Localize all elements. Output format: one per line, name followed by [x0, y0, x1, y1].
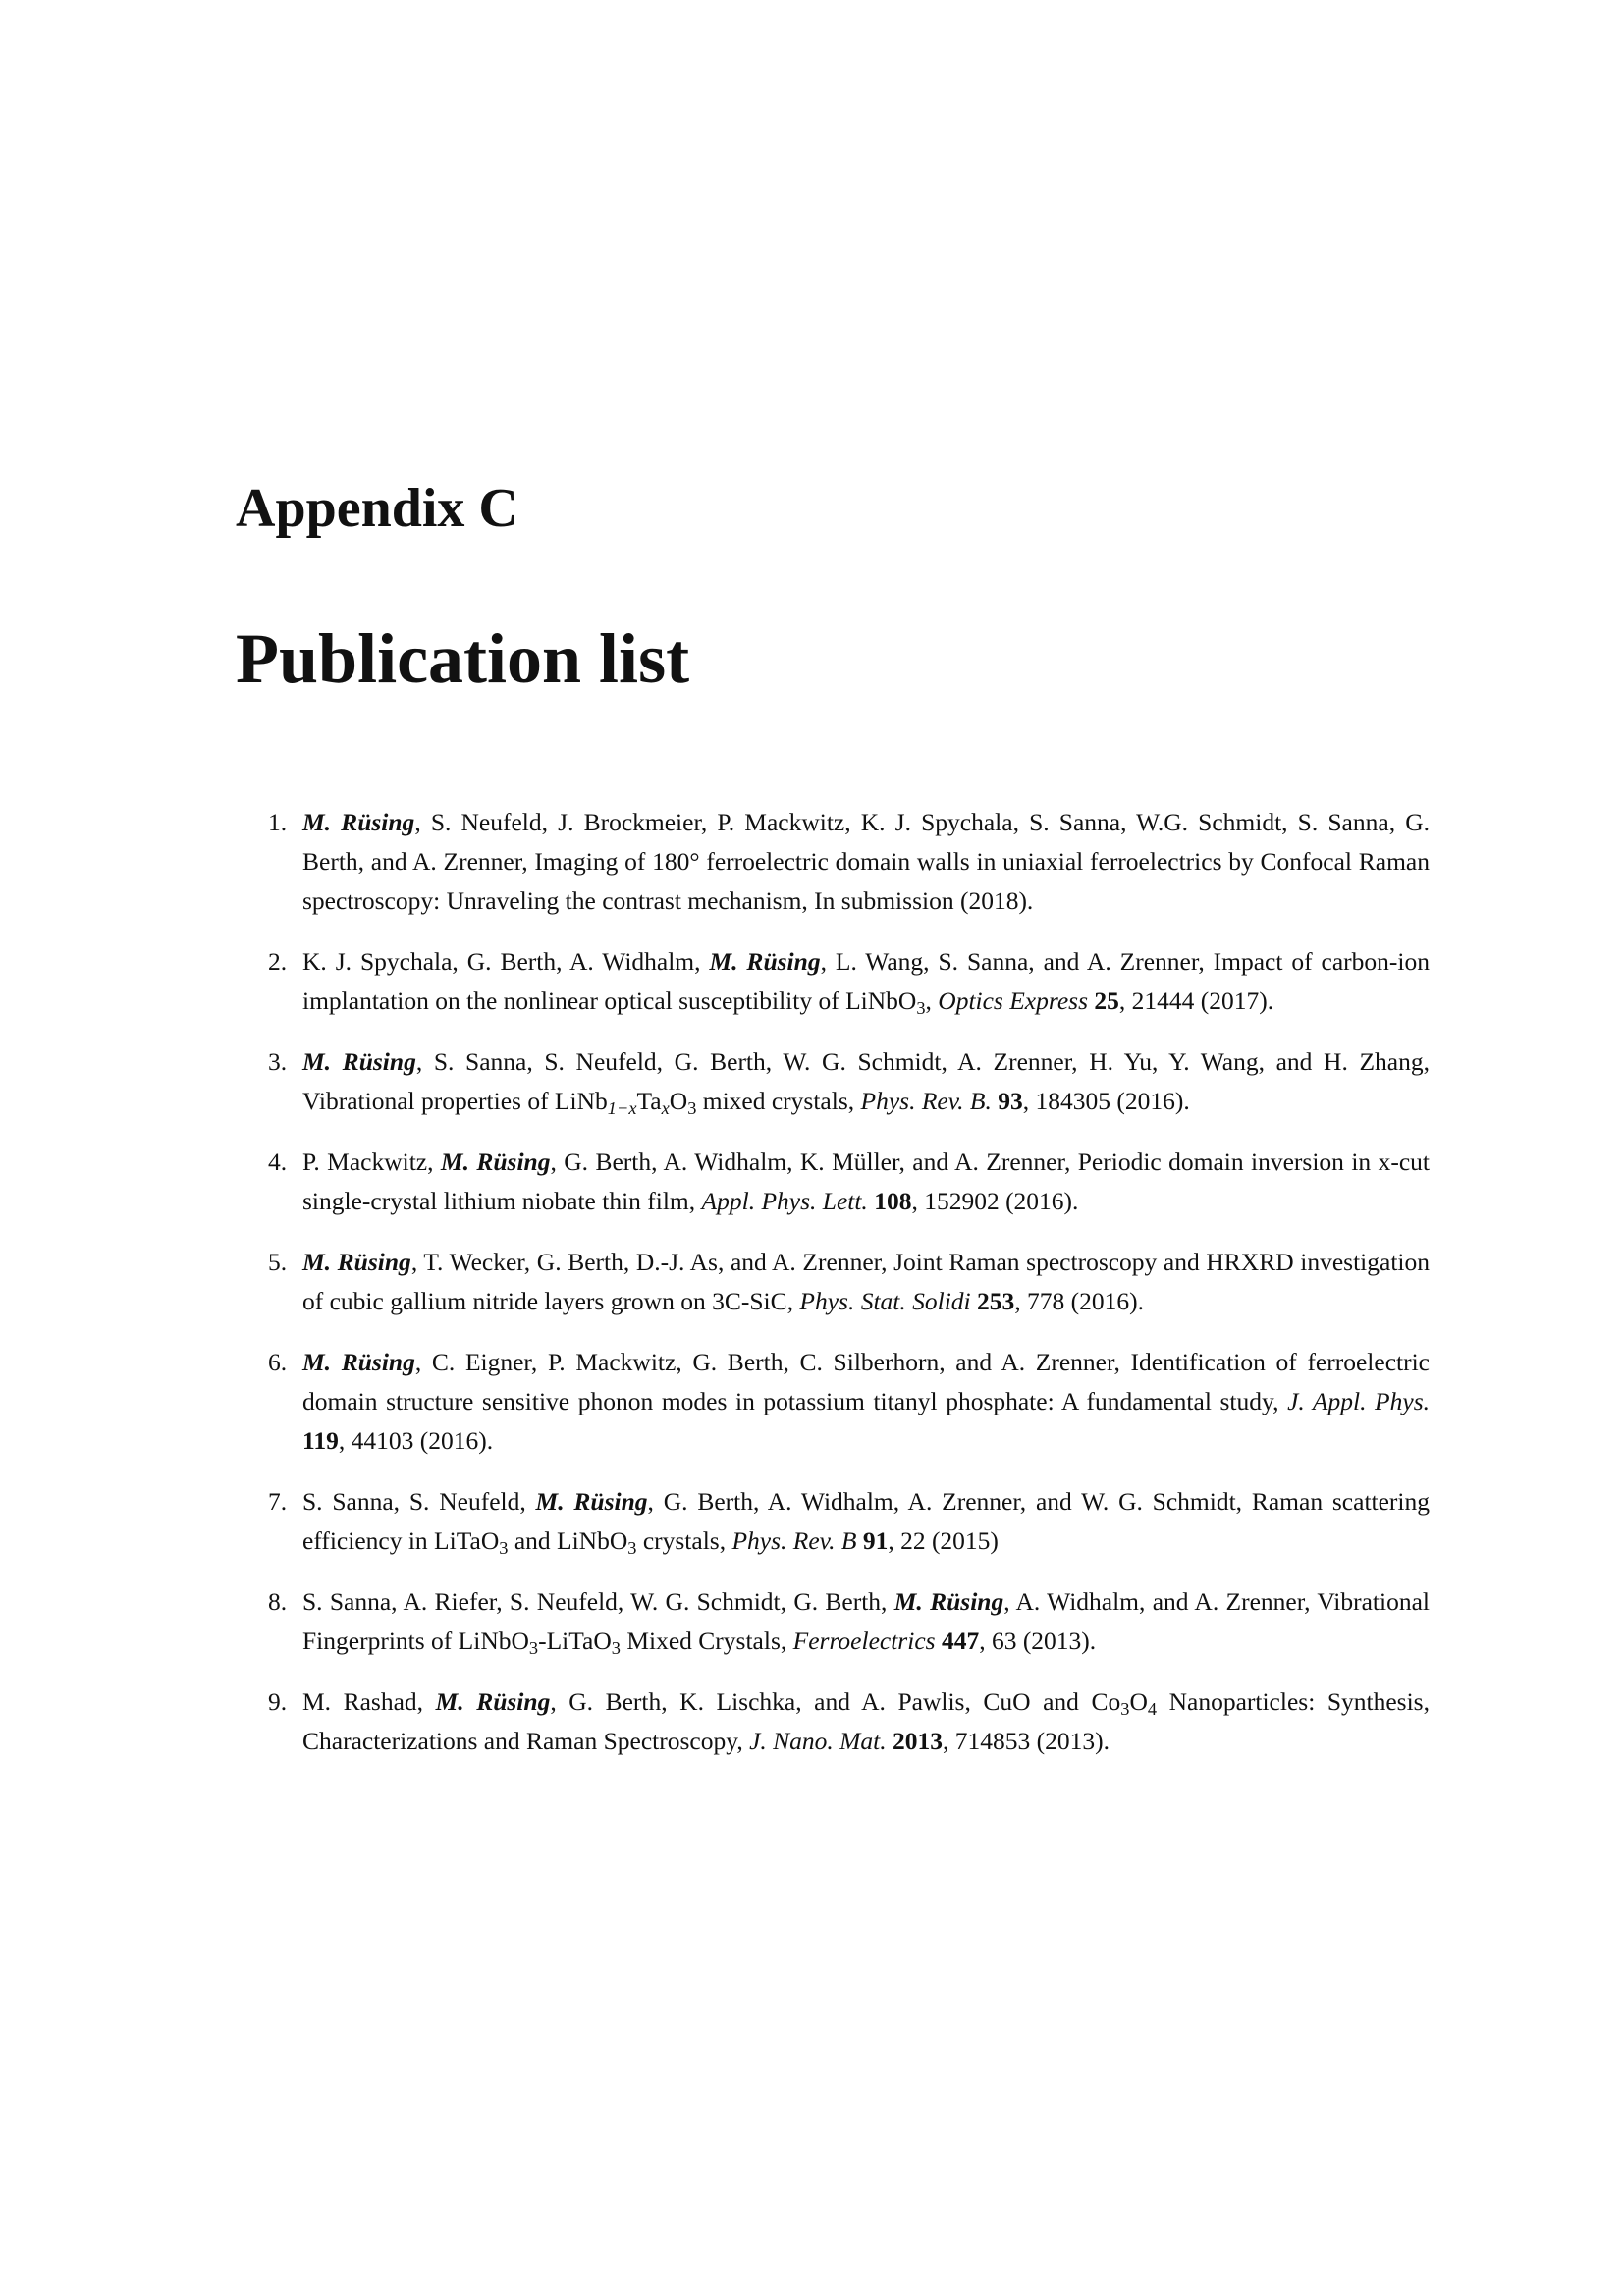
- journal-volume: 447: [941, 1627, 980, 1655]
- publication-citation: [302, 1148, 1430, 1215]
- highlighted-author: M. Rüsing: [302, 1348, 415, 1376]
- publication-number: 2.: [268, 947, 288, 976]
- publication-list: [236, 803, 1430, 1783]
- highlighted-author: M. Rüsing: [535, 1487, 648, 1516]
- highlighted-author: M. Rüsing: [440, 1148, 551, 1176]
- citation-text: K. J. Spychala, G. Berth, A. Widhalm,: [302, 947, 710, 976]
- subscript: 3: [611, 1638, 621, 1659]
- publication-number: 9.: [268, 1687, 288, 1716]
- journal-name: Optics Express: [938, 987, 1089, 1015]
- subscript: 3: [499, 1538, 509, 1559]
- publication-citation: [302, 808, 1430, 915]
- highlighted-author: M. Rüsing: [302, 808, 415, 836]
- journal-volume: 2013: [892, 1727, 943, 1755]
- publication-item: [236, 942, 1430, 1021]
- subscript: 3: [687, 1098, 697, 1119]
- citation-text: , A. Widhalm, and A. Zrenner, Vibrational Fingerprints of LiNbO: [302, 1587, 1430, 1655]
- publication-number: 8.: [268, 1587, 288, 1616]
- journal-name: Ferroelectrics: [792, 1627, 936, 1655]
- citation-text: , S. Sanna, S. Neufeld, G. Berth, W. G. Schmidt, A. Zrenner, H. Yu, Y. Wang, and H. Zhang, Vibrational properties of LiNb: [302, 1047, 1431, 1115]
- publication-citation: [302, 1487, 1431, 1559]
- citation-text: M. Rashad,: [302, 1687, 436, 1716]
- citation-text: , G. Berth, K. Lischka, and A. Pawlis, CuO and Co: [550, 1687, 1121, 1716]
- citation-text: , T. Wecker, G. Berth, D.-J. As, and A. Zrenner, Joint Raman spectroscopy and HRXRD investigation of cubic gallium nitride layers grown on 3C-SiC,: [302, 1248, 1430, 1315]
- publication-number: 7.: [268, 1487, 288, 1516]
- journal-volume: 25: [1094, 987, 1119, 1015]
- journal-volume: 93: [998, 1087, 1023, 1115]
- citation-text: Ta: [636, 1087, 662, 1115]
- journal-name: Phys. Stat. Solidi: [799, 1287, 971, 1315]
- subscript: 3: [627, 1538, 637, 1559]
- citation-text: , G. Berth, A. Widhalm, K. Müller, and A. Zrenner, Periodic domain inversion in x-cut single-crystal lithium niobate thin film,: [302, 1148, 1430, 1215]
- citation-text: S. Sanna, A. Riefer, S. Neufeld, W. G. Schmidt, G. Berth,: [302, 1587, 894, 1616]
- publication-number: 6.: [268, 1348, 288, 1376]
- citation-text: mixed crystals,: [696, 1087, 861, 1115]
- journal-name: Appl. Phys. Lett.: [701, 1187, 868, 1215]
- journal-name: Phys. Rev. B.: [860, 1087, 992, 1115]
- publication-number: 5.: [268, 1248, 288, 1276]
- journal-volume: 91: [862, 1526, 889, 1555]
- subscript: 3: [1120, 1699, 1130, 1720]
- citation-text: , 63 (2013).: [979, 1627, 1097, 1655]
- publication-item: [236, 1482, 1430, 1561]
- subscript: 1−x: [607, 1098, 637, 1119]
- citation-text: P. Mackwitz,: [302, 1148, 441, 1176]
- publication-citation: [302, 1587, 1430, 1659]
- publication-number: 4.: [268, 1148, 288, 1176]
- citation-text: , L. Wang, S. Sanna, and A. Zrenner, Impact of carbon-ion implantation on the nonlinear optical susceptibility of LiNbO: [302, 947, 1430, 1015]
- subscript: 3: [916, 998, 926, 1019]
- publication-number: 3.: [268, 1047, 288, 1076]
- citation-text: O: [669, 1087, 688, 1115]
- journal-name: J. Appl. Phys.: [1287, 1387, 1430, 1415]
- citation-text: , 184305 (2016).: [1022, 1087, 1190, 1115]
- citation-text: , C. Eigner, P. Mackwitz, G. Berth, C. Silberhorn, and A. Zrenner, Identification of ferroelectric domain structure sensitive phonon modes in potassium titanyl phosphate: A fundamental study,: [302, 1348, 1431, 1415]
- publication-item: [236, 1042, 1430, 1121]
- citation-text: , 152902 (2016).: [911, 1187, 1079, 1215]
- subscript: 4: [1147, 1699, 1158, 1720]
- journal-name: Phys. Rev. B: [731, 1526, 857, 1555]
- highlighted-author: M. Rüsing: [302, 1047, 416, 1076]
- chapter-title: Publication list: [236, 619, 690, 698]
- citation-text: , S. Neufeld, J. Brockmeier, P. Mackwitz, K. J. Spychala, S. Sanna, W.G. Schmidt, S. Sanna, G. Berth, and A. Zrenner, Imaging of 180° ferroelectric domain walls in uniaxial ferroelectrics by Confocal Raman spectroscopy: Unraveling the contrast mechanism, In submission (2018).: [302, 808, 1430, 915]
- citation-text: S. Sanna, S. Neufeld,: [302, 1487, 536, 1516]
- appendix-label: Appendix C: [236, 478, 518, 539]
- publication-item: [236, 1143, 1430, 1221]
- subscript: 3: [528, 1638, 539, 1659]
- citation-text: -LiTaO: [538, 1627, 612, 1655]
- citation-text: , G. Berth, A. Widhalm, A. Zrenner, and W. G. Schmidt, Raman scattering efficiency in LiTaO: [302, 1487, 1431, 1555]
- publication-number: 1.: [268, 808, 288, 836]
- citation-text: Mixed Crystals,: [620, 1627, 793, 1655]
- citation-text: , 22 (2015): [888, 1526, 999, 1555]
- citation-text: and LiNbO: [508, 1526, 628, 1555]
- publication-citation: [302, 1047, 1431, 1119]
- publication-item: [236, 803, 1430, 921]
- highlighted-author: M. Rüsing: [709, 947, 821, 976]
- citation-text: ,: [925, 987, 939, 1015]
- citation-text: O: [1129, 1687, 1148, 1716]
- subscript: x: [661, 1098, 670, 1119]
- citation-text: , 44103 (2016).: [338, 1426, 494, 1455]
- journal-name: J. Nano. Mat.: [749, 1727, 887, 1755]
- highlighted-author: M. Rüsing: [302, 1248, 411, 1276]
- journal-volume: 253: [977, 1287, 1015, 1315]
- publication-citation: [302, 1348, 1430, 1455]
- citation-text: , 778 (2016).: [1014, 1287, 1144, 1315]
- citation-text: , 21444 (2017).: [1118, 987, 1274, 1015]
- publication-citation: [302, 1687, 1430, 1755]
- publication-item: [236, 1243, 1430, 1321]
- journal-volume: 108: [874, 1187, 912, 1215]
- highlighted-author: M. Rüsing: [435, 1687, 551, 1716]
- publication-item: [236, 1582, 1430, 1661]
- publication-citation: [302, 1248, 1430, 1315]
- citation-text: , 714853 (2013).: [942, 1727, 1110, 1755]
- publication-item: [236, 1682, 1430, 1761]
- citation-text: crystals,: [636, 1526, 732, 1555]
- publication-item: [236, 1343, 1430, 1461]
- publication-citation: [302, 947, 1430, 1019]
- highlighted-author: M. Rüsing: [893, 1587, 1004, 1616]
- citation-text: Nanoparticles: Synthesis, Characterizations and Raman Spectroscopy,: [302, 1687, 1430, 1755]
- journal-volume: 119: [302, 1426, 339, 1455]
